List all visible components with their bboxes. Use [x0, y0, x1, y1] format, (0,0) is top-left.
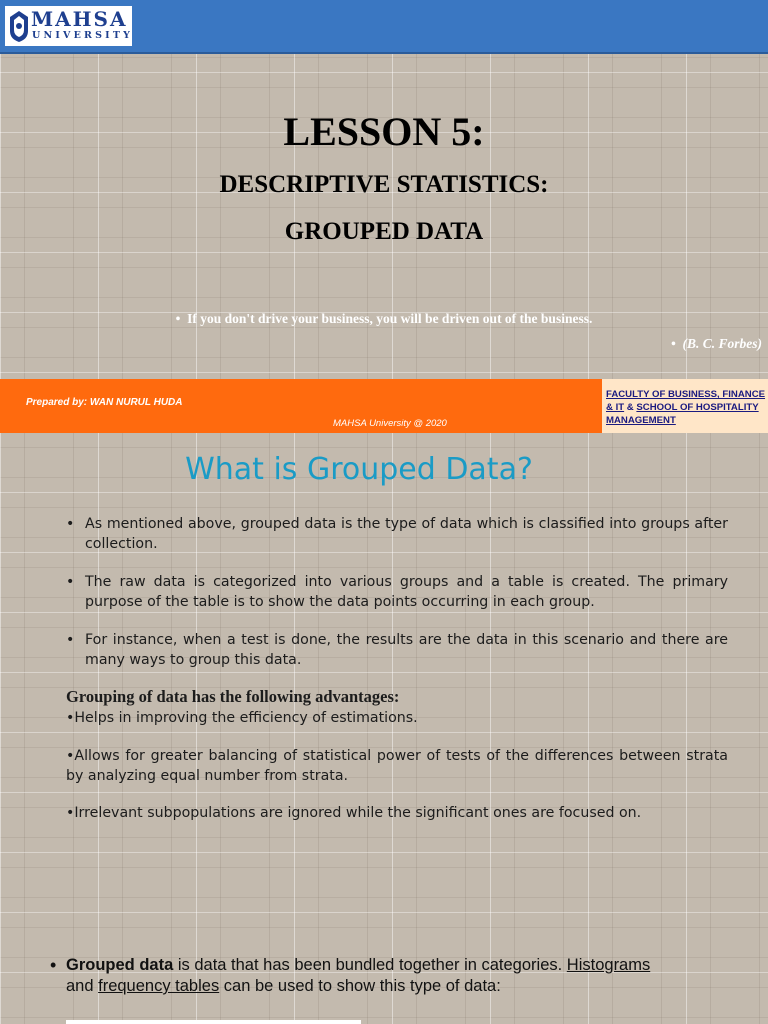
histograms-link[interactable]: Histograms: [566, 956, 651, 974]
quote-bullet: •: [175, 311, 181, 326]
advantages-colon: :: [393, 687, 400, 706]
definition-paragraph: [50, 955, 670, 997]
quote: [0, 311, 768, 327]
list-item: [66, 572, 728, 612]
advantages-title-text: Grouping of data has the following advantages: [66, 687, 394, 706]
author-name: (B. C. Forbes): [682, 336, 762, 351]
embedded-figure: [66, 1020, 361, 1024]
list-item-text: The raw data is categorized into various groups and a table is created. The primary purpose of the table is to show the data points occurring in each group.: [85, 574, 728, 610]
bullet-dot: •: [66, 574, 75, 590]
bullet-dot: •: [66, 632, 75, 648]
bullet-dot: •: [66, 516, 75, 532]
definition-text: can be used to show this type of data:: [219, 977, 501, 995]
lesson-subtitle: DESCRIPTIVE STATISTICS:: [219, 171, 549, 198]
definition-text: and: [66, 977, 99, 995]
copyright-text: MAHSA University @ 2020: [333, 418, 447, 429]
lesson-title: LESSON 5:: [283, 109, 485, 154]
footer-band: [0, 379, 768, 433]
list-item: [66, 630, 728, 670]
author-bullet: •: [671, 336, 676, 351]
faculty-name: FACULTY OF BUSINESS, FINANCE & IT: [606, 389, 766, 413]
frequency-tables-link[interactable]: frequency tables: [98, 977, 220, 995]
bullet-dot: •: [50, 955, 57, 975]
advantage-item: •Irrelevant subpopulations are ignored while the significant ones are focused on.: [66, 805, 642, 821]
university-logo[interactable]: [5, 6, 132, 46]
crest-icon: [8, 9, 30, 43]
quote-text: If you don't drive your business, you will be driven out of the business.: [187, 311, 593, 326]
logo-wordmark: MAHSA: [31, 7, 128, 31]
advantage-item: •Allows for greater balancing of statistical power of tests of the differences between strata by analyzing equal number from strata.: [66, 748, 728, 784]
prepared-by: Prepared by: WAN NURUL HUDA: [26, 397, 183, 408]
quote-author: [671, 336, 762, 352]
definition-text: is data that has been bundled together in categories.: [173, 956, 567, 974]
advantages-title: [66, 687, 399, 707]
advantage-item: •Helps in improving the efficiency of estimations.: [66, 710, 418, 726]
definition-term: Grouped data: [66, 956, 174, 974]
faculty-label: [602, 379, 768, 433]
lesson-topic: GROUPED DATA: [284, 218, 484, 245]
faculty-ampersand: &: [626, 402, 634, 413]
section-heading: What is Grouped Data?: [185, 452, 533, 487]
header-bar: [0, 0, 768, 54]
list-item-text: As mentioned above, grouped data is the type of data which is classified into groups after collection.: [85, 516, 728, 552]
list-item-text: For instance, when a test is done, the results are the data in this scenario and there are many ways to group this data.: [85, 632, 728, 668]
list-item: [66, 514, 728, 554]
school-name: SCHOOL OF HOSPITALITY MANAGEMENT: [606, 402, 759, 426]
logo-subtitle: UNIVERSITY: [32, 30, 134, 41]
